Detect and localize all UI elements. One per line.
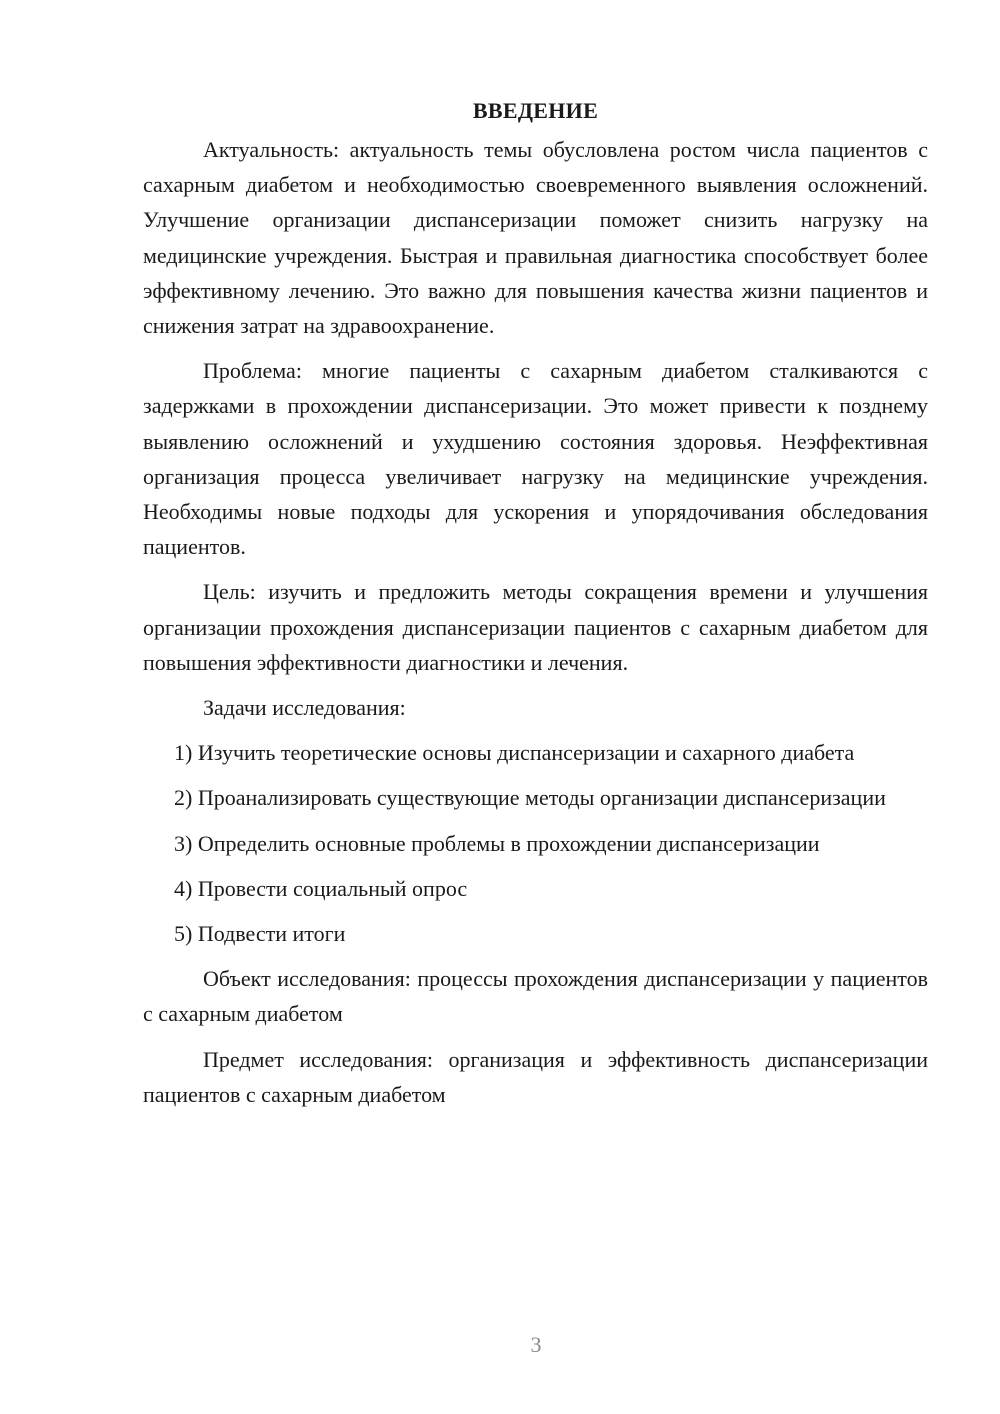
page-content	[143, 94, 928, 1112]
task-item-2: 2) Проанализировать существующие методы организации диспансеризации	[174, 785, 886, 811]
page-number: 3	[530, 1332, 542, 1357]
task-item-5: 5) Подвести итоги	[174, 921, 346, 947]
task-item-4: 4) Провести социальный опрос	[174, 875, 468, 901]
goal-paragraph: Цель: изучить и предложить методы сокращения времени и улучшения организации прохождения диспансеризации пациентов с сахарным диабетом для повышения эффективности диагностики и лечения.	[143, 579, 928, 675]
task-item-1: 1) Изучить теоретические основы диспансеризации и сахарного диабета	[174, 740, 855, 766]
object-paragraph: Объект исследования: процессы прохождения диспансеризации у пациентов с сахарным диабетом	[143, 966, 928, 1027]
tasks-title: Задачи исследования:	[203, 695, 406, 721]
section-heading: ВВЕДЕНИЕ	[472, 98, 599, 123]
problem-paragraph: Проблема: многие пациенты с сахарным диабетом сталкиваются с задержками в прохождении диспансеризации. Это может привести к позднему выявлению осложнений и ухудшению состояния здоровья. Неэффективная организация процесса увеличивает нагрузку на медицинские учреждения. Необходимы новые подходы для ускорения и упорядочивания обследования пациентов.	[143, 358, 928, 560]
relevance-paragraph: Актуальность: актуальность темы обусловлена ростом числа пациентов с сахарным диабетом и необходимостью своевременного выявления осложнений. Улучшение организации диспансеризации поможет снизить нагрузку на медицинские учреждения. Быстрая и правильная диагностика способствует более эффективному лечению. Это важно для повышения качества жизни пациентов и снижения затрат на здравоохранение.	[143, 137, 928, 339]
subject-paragraph: Предмет исследования: организация и эффективность диспансеризации пациентов с сахарным диабетом	[143, 1046, 928, 1107]
task-item-3: 3) Определить основные проблемы в прохождении диспансеризации	[174, 830, 820, 856]
